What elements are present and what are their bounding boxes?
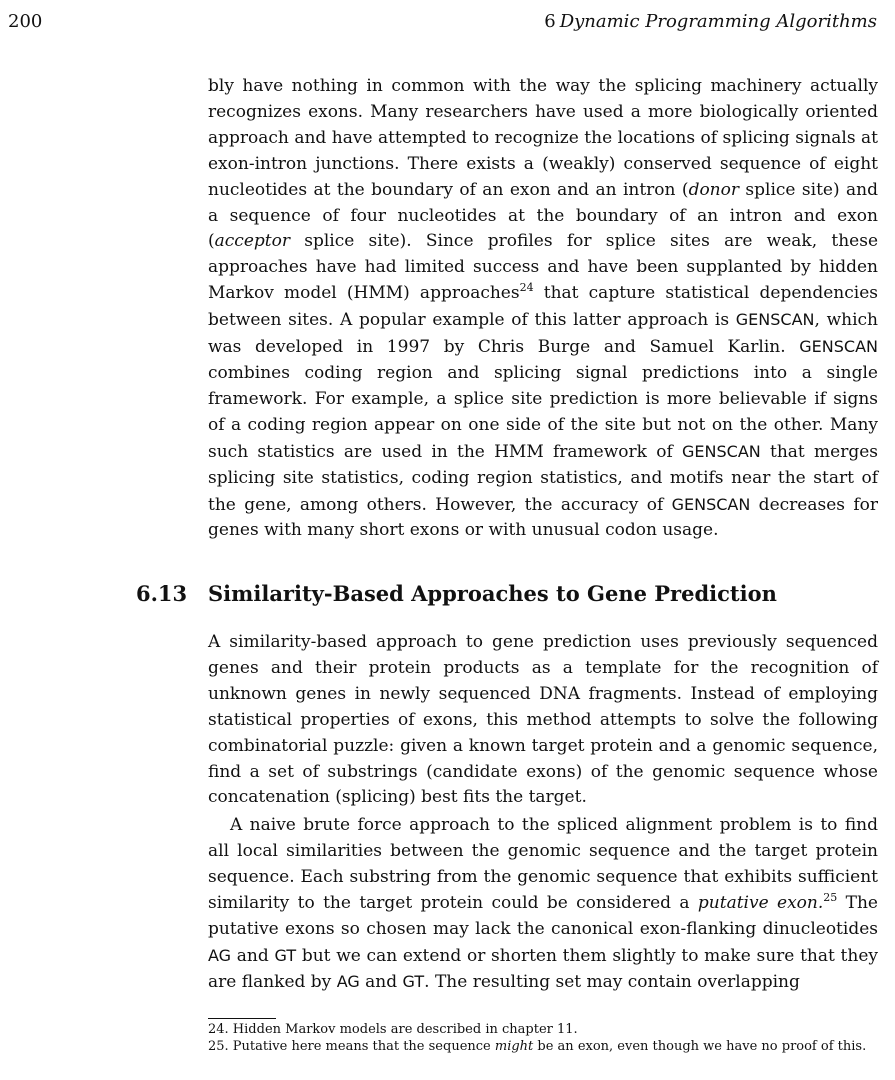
footnote-rule — [208, 1018, 276, 1019]
chapter-title: Dynamic Programming Algorithms — [559, 11, 877, 32]
page-number: 200 — [8, 11, 43, 32]
section-number: 6.13 — [136, 581, 188, 606]
emphasis-putative-exon: putative exon. — [697, 892, 824, 913]
footnotes — [208, 1022, 878, 1055]
footnote-24: 24. Hidden Markov models are described in chapter 11. — [208, 1022, 578, 1037]
dinucleotide: AG — [336, 972, 360, 992]
emphasis-acceptor: acceptor — [214, 231, 290, 252]
body-paragraph: A similarity-based approach to gene prediction uses previously sequenced genes and their protein products as a template for the recognition of unknown genes in newly sequenced DNA fragments. Instead of employing statistical properties of exons, this method attempts to solve the following combinatorial puzzle: given a known target protein and a genomic sequence, find a set of substrings (candidate exons) of the genomic sequence whose concatenation (splicing) best fits the target. — [208, 632, 878, 808]
section-heading — [136, 580, 878, 608]
body-paragraph: bly have nothing in common with the way the splicing machinery actually recognizes exons. Many researchers have used a more biologically oriented approach and have attempted to recognize the locations of splicing signals at exon-intron junctions. There exists a (weakly) conserved sequence of eight nucleotides at the boundary of an exon and an intron (donor splice site) and a sequence of four nucleotides at the boundary of an intron and exon (acceptor splice site). Since profiles for splice sites are weak, these approaches have had limited success and have been supplanted by hidden Markov model (HMM) approaches$^{24}$ that capture statistical dependencies between sites. A popular example of this latter approach is GENSCAN, which was developed in 1997 by Chris Burge and Samuel Karlin. GENSCAN combines coding region and splicing signal predictions into a single framework. For example, a splice site prediction is more believable if signs of a coding region appear on one side of the site but not on the other. Many such statistics are used in the HMM framework of GENSCAN that merges splicing site statistics, coding region statistics, and motifs near the start of the gene, among others. However, the accuracy of GENSCAN decreases for genes with many short exons or with unusual codon usage. — [208, 76, 879, 541]
program-name: GENSCAN — [735, 310, 815, 330]
footnote-ref-24: 24 — [519, 281, 534, 295]
dinucleotide: GT — [402, 972, 425, 992]
section-title: Similarity-Based Approaches to Gene Prediction — [208, 581, 777, 606]
running-head — [544, 10, 877, 34]
program-name: GENSCAN — [671, 494, 751, 514]
program-name: GENSCAN — [682, 441, 761, 461]
body-paragraph: A naive brute force approach to the spliced alignment problem is to find all local similarities between the genomic sequence and the target protein sequence. Each substring from the genomic sequence that exhibits sufficient similarity to the target protein could be considered a putative exon.$^{25}$ The putative exons so chosen may lack the canonical exon-flanking dinucleotides AG and GT but we can extend or shorten them slightly to make sure that they are flanked by AG and GT. The resulting set may contain overlapping — [208, 815, 878, 993]
chapter-number: 6 — [544, 11, 556, 32]
dinucleotide: GT — [274, 945, 297, 965]
program-name: GENSCAN — [799, 337, 878, 357]
footnote-ref-25: 25 — [823, 890, 838, 904]
dinucleotide: AG — [208, 945, 232, 965]
emphasis-donor: donor — [688, 179, 739, 200]
footnote-25: 25. Putative here means that the sequence might be an exon, even though we have no proof of this. — [208, 1038, 867, 1054]
